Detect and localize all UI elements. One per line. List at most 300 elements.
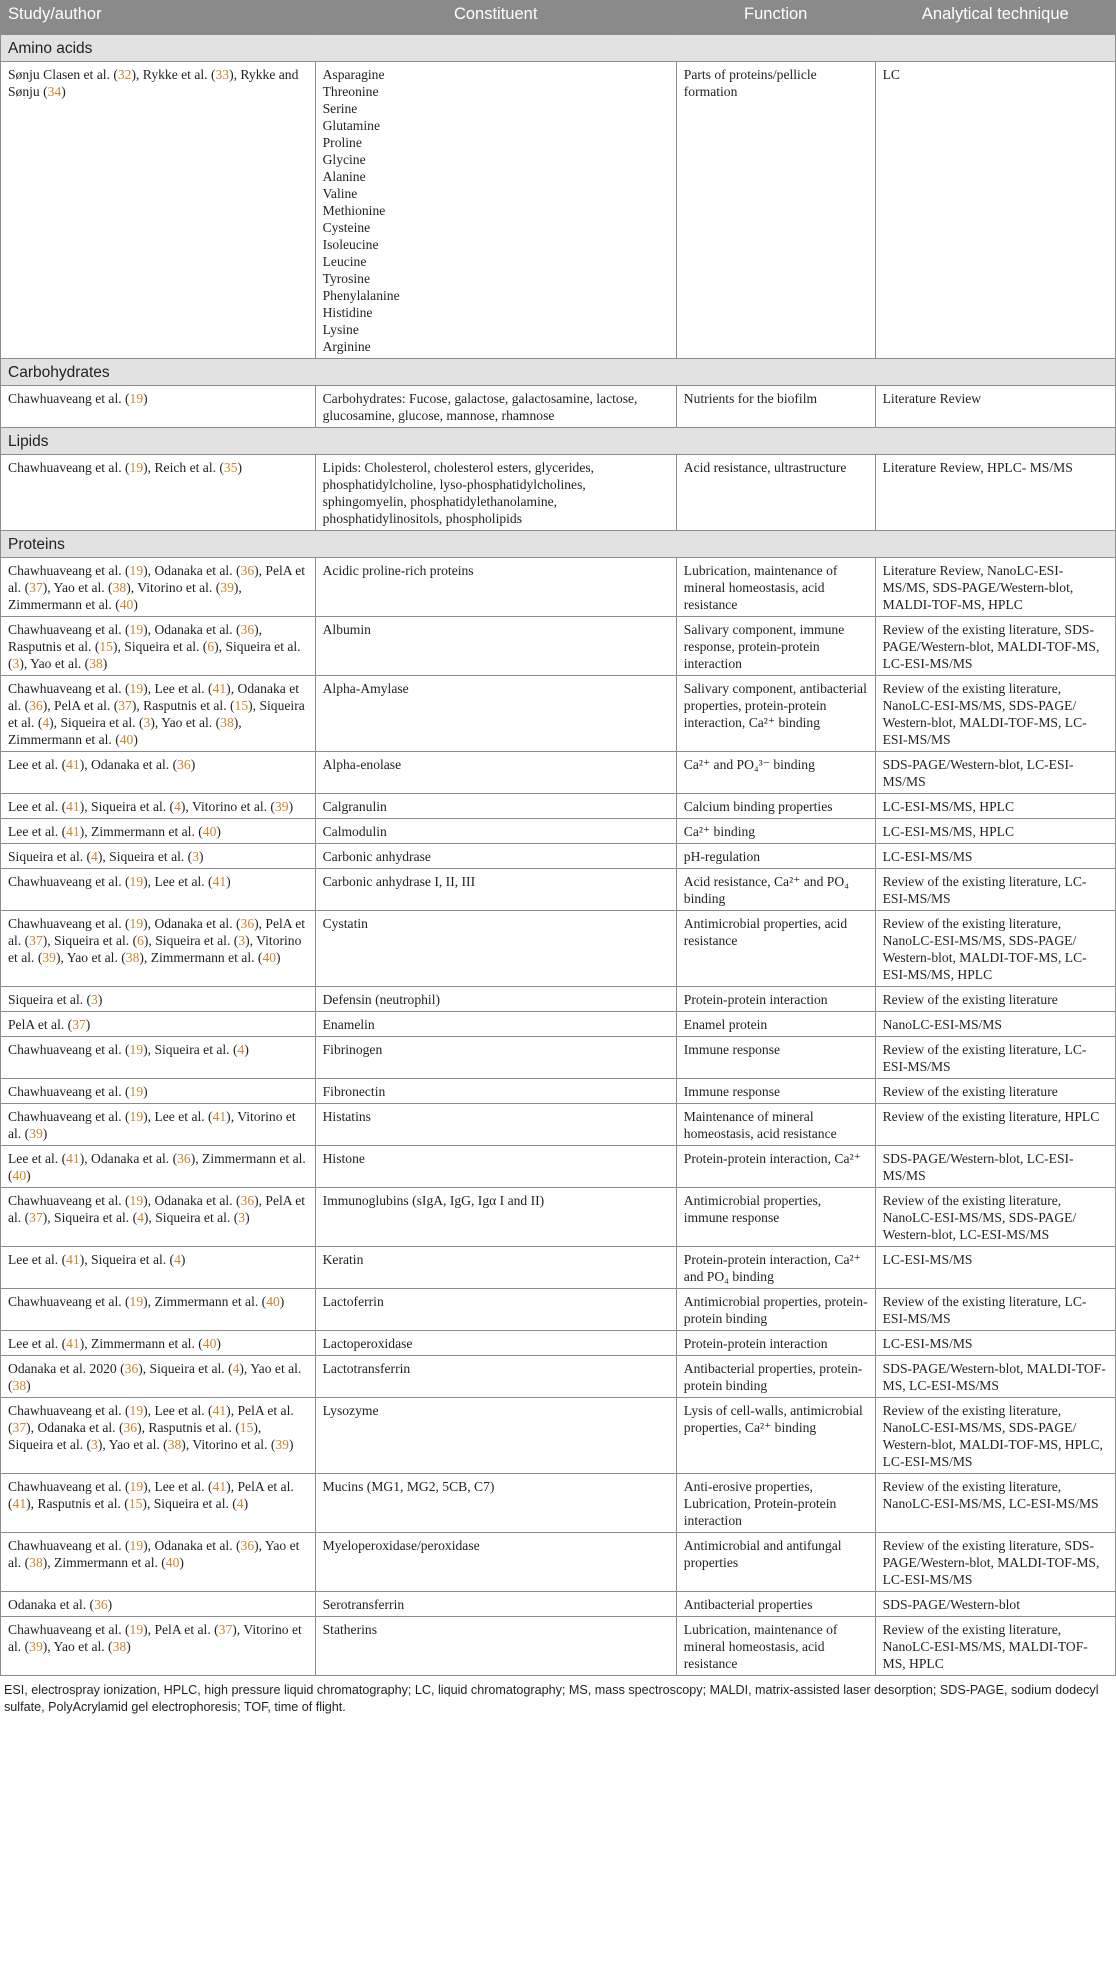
- reference-link[interactable]: 36: [240, 1538, 255, 1553]
- constituent-cell: Calgranulin: [315, 794, 676, 819]
- citation-text: ), Yao et al. (: [150, 715, 221, 730]
- function-cell: Protein-protein interaction, Ca²⁺ and PO₄ binding: [676, 1247, 875, 1289]
- reference-link[interactable]: 39: [274, 799, 289, 814]
- reference-link[interactable]: 40: [165, 1555, 180, 1570]
- citation-text: ), Zimmermann et al. (: [8, 1151, 306, 1183]
- reference-link[interactable]: 40: [266, 1294, 280, 1309]
- reference-link[interactable]: 41: [66, 1336, 80, 1351]
- citation-text: ), Yao et al. (: [8, 1538, 300, 1570]
- reference-link[interactable]: 19: [129, 1403, 144, 1418]
- table-footnote: ESI, electrospray ionization, HPLC, high pressure liquid chromatography; LC, liquid chromatography; MS, mass spectroscopy; MALDI, matrix-assisted laser desorption; SDS-PAGE, sodium dodecyl sulfate, PolyAcrylamid gel electrophoresis; TOF, time of flight.: [4, 1683, 1099, 1714]
- citation-text: ), Lee et al. (: [143, 681, 213, 696]
- citation-text: ): [243, 1496, 249, 1511]
- table-row: [1, 752, 1116, 794]
- reference-link[interactable]: 41: [66, 1151, 80, 1166]
- study-author-cell: [1, 1356, 316, 1398]
- constituent-cell: Carbonic anhydrase: [315, 844, 676, 869]
- table-row: [1, 558, 1116, 617]
- study-author-cell: [1, 987, 316, 1012]
- analytical-technique-cell: Review of the existing literature: [875, 1079, 1115, 1104]
- reference-link[interactable]: 41: [212, 1479, 227, 1494]
- citation-text: Chawhuaveang et al. (: [8, 1042, 130, 1057]
- reference-link[interactable]: 36: [240, 563, 255, 578]
- table-row: [1, 1331, 1116, 1356]
- citation-text: ), Yao et al. (: [42, 1639, 113, 1654]
- reference-link[interactable]: 40: [202, 824, 217, 839]
- citation-text: ): [143, 391, 148, 406]
- citation-text: ), Zimmermann et al. (: [79, 824, 203, 839]
- reference-link[interactable]: 41: [212, 681, 227, 696]
- function-cell: Enamel protein: [676, 1012, 875, 1037]
- citation-text: ), Reich et al. (: [143, 460, 224, 475]
- function-cell: Ca²⁺ and PO₄³⁻ binding: [676, 752, 875, 794]
- citation-text: ): [279, 1294, 285, 1309]
- constituent-cell: Lysozyme: [315, 1398, 676, 1474]
- citation-text: ), PelA et al. (: [143, 1622, 219, 1637]
- citation-text: Chawhuaveang et al. (: [8, 1084, 130, 1099]
- reference-link[interactable]: 6: [137, 933, 144, 948]
- function-cell: Antimicrobial and antifungal properties: [676, 1533, 875, 1592]
- constituent-cell: Lipids: Cholesterol, cholesterol esters, glycerides, phosphatidylcholine, lyso-phosphatidylcholines, sphingomyelin, phosphatidylethanolamine, phosphatidylinositols, phospholipids: [315, 455, 676, 531]
- analytical-technique-cell: Review of the existing literature: [875, 987, 1115, 1012]
- function-cell: Lysis of cell-walls, antimicrobial properties, Ca²⁺ binding: [676, 1398, 875, 1474]
- reference-link[interactable]: 41: [212, 874, 227, 889]
- reference-link[interactable]: 41: [66, 824, 80, 839]
- reference-link[interactable]: 37: [218, 1622, 233, 1637]
- analytical-technique-cell: Review of the existing literature, SDS-PAGE/Western-blot, MALDI-TOF-MS, LC-ESI-MS/MS: [875, 617, 1115, 676]
- reference-link[interactable]: 3: [91, 1437, 98, 1452]
- analytical-technique-cell: Review of the existing literature, NanoLC-ESI-MS/MS, SDS-PAGE/ Western-blot, MALDI-TOF-MS, LC-ESI-MS/MS, HPLC: [875, 911, 1115, 987]
- analytical-technique-cell: LC: [875, 62, 1115, 359]
- citation-text: ), Lee et al. (: [143, 1109, 213, 1124]
- reference-link[interactable]: 36: [177, 1151, 191, 1166]
- citation-text: ), Zimmermann et al. (: [79, 1336, 203, 1351]
- citation-text: Chawhuaveang et al. (: [8, 916, 130, 931]
- analytical-technique-cell: SDS-PAGE/Western-blot, MALDI-TOF-MS, LC-ESI-MS/MS: [875, 1356, 1115, 1398]
- citation-text: ), Zimmermann et al. (: [8, 715, 242, 747]
- citation-text: Chawhuaveang et al. (: [8, 563, 130, 578]
- reference-link[interactable]: 3: [143, 715, 151, 730]
- analytical-technique-cell: Review of the existing literature, SDS-PAGE/Western-blot, MALDI-TOF-MS, LC-ESI-MS/MS: [875, 1533, 1115, 1592]
- reference-link[interactable]: 15: [239, 1420, 254, 1435]
- citation-text: ), Rykke and Sønju (: [8, 67, 299, 99]
- constituent-cell: Lactotransferrin: [315, 1356, 676, 1398]
- citation-text: ): [26, 1378, 31, 1393]
- analytical-technique-cell: Literature Review, NanoLC-ESI-MS/MS, SDS-PAGE/Western-blot, MALDI-TOF-MS, HPLC: [875, 558, 1115, 617]
- header-study-author: Study/author: [1, 1, 316, 35]
- constituent-cell: Mucins (MG1, MG2, 5CB, C7): [315, 1474, 676, 1533]
- citation-text: Chawhuaveang et al. (: [8, 1403, 130, 1418]
- table-row: [1, 794, 1116, 819]
- reference-link[interactable]: 38: [125, 950, 140, 965]
- constituent-cell: Lactoperoxidase: [315, 1331, 676, 1356]
- study-author-cell: [1, 1331, 316, 1356]
- citation-text: ): [237, 460, 243, 475]
- reference-link[interactable]: 36: [124, 1361, 139, 1376]
- table-row: [1, 1592, 1116, 1617]
- citation-text: ), Odanaka et al. (: [79, 1151, 178, 1166]
- reference-link[interactable]: 19: [129, 563, 144, 578]
- citation-text: ), Vitorino et al. (: [181, 1437, 276, 1452]
- constituent-cell: Lactoferrin: [315, 1289, 676, 1331]
- reference-link[interactable]: 35: [223, 460, 238, 475]
- reference-link[interactable]: 4: [91, 849, 98, 864]
- reference-link[interactable]: 39: [275, 1437, 289, 1452]
- table-row: [1, 62, 1116, 359]
- study-author-cell: [1, 911, 316, 987]
- reference-link[interactable]: 19: [129, 1479, 144, 1494]
- citation-text: ), Siqueira et al. (: [143, 1210, 239, 1225]
- reference-link[interactable]: 19: [129, 460, 144, 475]
- study-author-cell: [1, 1617, 316, 1676]
- study-author-cell: [1, 455, 316, 531]
- citation-text: ): [126, 1639, 131, 1654]
- section-title: Amino acids: [1, 35, 1116, 62]
- citation-text: ): [179, 1555, 184, 1570]
- reference-link[interactable]: 4: [42, 715, 50, 730]
- citation-text: ), Siqueira et al. (: [8, 1420, 262, 1452]
- citation-text: ), Odanaka et al. (: [8, 681, 300, 713]
- constituent-cell: Carbohydrates: Fucose, galactose, galactosamine, lactose, glucosamine, glucose, mannose, rhamnose: [315, 386, 676, 428]
- study-author-cell: [1, 676, 316, 752]
- citation-text: ), Vitorino et al. (: [8, 933, 302, 965]
- reference-link[interactable]: 40: [119, 732, 134, 747]
- citation-text: ), Vitorino et al. (: [126, 580, 221, 595]
- citation-text: ), Vitorino et al. (: [180, 799, 275, 814]
- citation-text: ): [97, 992, 103, 1007]
- table-row: [1, 1037, 1116, 1079]
- citation-text: Chawhuaveang et al. (: [8, 391, 130, 406]
- reference-link[interactable]: 41: [12, 1496, 27, 1511]
- function-cell: Salivary component, antibacterial properties, protein-protein interaction, Ca²⁺ binding: [676, 676, 875, 752]
- citation-text: Chawhuaveang et al. (: [8, 1538, 130, 1553]
- function-cell: Acid resistance, ultrastructure: [676, 455, 875, 531]
- citation-text: Lee et al. (: [8, 824, 67, 839]
- reference-link[interactable]: 40: [119, 597, 134, 612]
- reference-link[interactable]: 37: [29, 1210, 43, 1225]
- reference-link[interactable]: 4: [137, 1210, 144, 1225]
- analytical-technique-cell: SDS-PAGE/Western-blot, LC-ESI-MS/MS: [875, 752, 1115, 794]
- reference-link[interactable]: 4: [237, 1042, 245, 1057]
- citation-text: ), Lee et al. (: [143, 1403, 213, 1418]
- study-author-cell: [1, 558, 316, 617]
- reference-link[interactable]: 33: [215, 67, 230, 82]
- citation-text: ): [216, 1336, 221, 1351]
- analytical-technique-cell: Review of the existing literature, NanoLC-ESI-MS/MS, LC-ESI-MS/MS: [875, 1474, 1115, 1533]
- table-row: [1, 676, 1116, 752]
- citation-text: ), Siqueira et al. (: [142, 1496, 237, 1511]
- table-row: [1, 987, 1116, 1012]
- citation-text: ), Zimmermann et al. (: [42, 1555, 166, 1570]
- reference-link[interactable]: 40: [262, 950, 277, 965]
- function-cell: Antimicrobial properties, immune response: [676, 1188, 875, 1247]
- table-row: [1, 869, 1116, 911]
- citation-text: ), Siqueira et al. (: [143, 1042, 238, 1057]
- citation-text: Chawhuaveang et al. (: [8, 681, 130, 696]
- reference-link[interactable]: 4: [174, 799, 181, 814]
- reference-link[interactable]: 19: [129, 681, 144, 696]
- study-author-cell: [1, 1146, 316, 1188]
- table-row: [1, 1289, 1116, 1331]
- function-cell: Lubrication, maintenance of mineral homeostasis, acid resistance: [676, 1617, 875, 1676]
- study-author-cell: [1, 1037, 316, 1079]
- table-row: [1, 1012, 1116, 1037]
- function-cell: Parts of proteins/pellicle formation: [676, 62, 875, 359]
- constituent-cell: Calmodulin: [315, 819, 676, 844]
- function-cell: Maintenance of mineral homeostasis, acid resistance: [676, 1104, 875, 1146]
- citation-text: ), Odanaka et al. (: [26, 1420, 124, 1435]
- citation-text: ): [226, 874, 231, 889]
- function-cell: Acid resistance, Ca²⁺ and PO₄ binding: [676, 869, 875, 911]
- citation-text: ), Yao et al. (: [19, 656, 90, 671]
- citation-text: ): [199, 849, 204, 864]
- function-cell: Lubrication, maintenance of mineral homeostasis, acid resistance: [676, 558, 875, 617]
- reference-link[interactable]: 41: [66, 1252, 80, 1267]
- citation-text: Chawhuaveang et al. (: [8, 1622, 130, 1637]
- citation-text: ), Vitorino et al. (: [8, 1622, 302, 1654]
- analytical-technique-cell: NanoLC-ESI-MS/MS: [875, 1012, 1115, 1037]
- citation-text: ), Yao et al. (: [97, 1437, 168, 1452]
- analytical-technique-cell: LC-ESI-MS/MS, HPLC: [875, 819, 1115, 844]
- citation-text: ), Siqueira et al. (: [79, 799, 175, 814]
- reference-link[interactable]: 41: [66, 757, 80, 772]
- reference-link[interactable]: 15: [99, 639, 113, 654]
- constituent-cell: Immunoglubins (sIgA, IgG, Igα I and II): [315, 1188, 676, 1247]
- citation-text: ), Odanaka et al. (: [79, 757, 178, 772]
- section-row: [1, 428, 1116, 455]
- reference-link[interactable]: 4: [232, 1361, 240, 1376]
- reference-link[interactable]: 37: [29, 933, 43, 948]
- reference-link[interactable]: 38: [29, 1555, 43, 1570]
- reference-link[interactable]: 36: [123, 1420, 138, 1435]
- reference-link[interactable]: 3: [12, 656, 20, 671]
- citation-text: ), Zimmermann et al. (: [139, 950, 263, 965]
- reference-link[interactable]: 39: [220, 580, 234, 595]
- reference-link[interactable]: 40: [12, 1168, 27, 1183]
- reference-link[interactable]: 3: [91, 992, 98, 1007]
- citation-text: ), Siqueira et al. (: [143, 933, 239, 948]
- study-author-cell: [1, 869, 316, 911]
- citation-text: Lee et al. (: [8, 1151, 67, 1166]
- reference-link[interactable]: 19: [129, 391, 144, 406]
- citation-text: ): [85, 1017, 91, 1032]
- reference-link[interactable]: 19: [129, 1084, 144, 1099]
- citation-text: ): [216, 824, 221, 839]
- reference-link[interactable]: 41: [66, 799, 80, 814]
- citation-text: ), Siqueira et al. (: [97, 849, 193, 864]
- table-row: [1, 844, 1116, 869]
- reference-link[interactable]: 38: [220, 715, 234, 730]
- reference-link[interactable]: 37: [12, 1420, 27, 1435]
- citation-text: ), Yao et al. (: [55, 950, 126, 965]
- analytical-technique-cell: Review of the existing literature, LC-ESI-MS/MS: [875, 869, 1115, 911]
- table-row: [1, 617, 1116, 676]
- reference-link[interactable]: 39: [29, 1126, 43, 1141]
- citation-text: ), Odanaka et al. (: [143, 622, 241, 637]
- citation-text: ), PelA et al. (: [8, 1479, 294, 1511]
- citation-text: ), Vitorino et al. (: [8, 1109, 296, 1141]
- citation-text: ), Lee et al. (: [143, 1479, 213, 1494]
- reference-link[interactable]: 36: [94, 1597, 108, 1612]
- citation-text: ): [180, 1252, 186, 1267]
- citation-text: ): [288, 799, 294, 814]
- section-row: [1, 359, 1116, 386]
- reference-link[interactable]: 19: [129, 1538, 144, 1553]
- function-cell: Protein-protein interaction: [676, 987, 875, 1012]
- citation-text: ), PelA et al. (: [8, 1403, 294, 1435]
- table-row: [1, 1617, 1116, 1676]
- function-cell: Nutrients for the biofilm: [676, 386, 875, 428]
- reference-link[interactable]: 39: [29, 1639, 43, 1654]
- reference-link[interactable]: 4: [174, 1252, 181, 1267]
- citation-text: ), Odanaka et al. (: [143, 916, 241, 931]
- citation-text: Siqueira et al. (: [8, 849, 92, 864]
- function-cell: Protein-protein interaction: [676, 1331, 875, 1356]
- reference-link[interactable]: 39: [42, 950, 56, 965]
- citation-text: ), Siqueira et al. (: [8, 698, 305, 730]
- analytical-technique-cell: Review of the existing literature, NanoLC-ESI-MS/MS, SDS-PAGE/ Western-blot, LC-ESI-MS/MS: [875, 1188, 1115, 1247]
- reference-link[interactable]: 36: [240, 916, 255, 931]
- citation-text: Lee et al. (: [8, 1252, 67, 1267]
- citation-text: ), Siqueira et al. (: [42, 933, 138, 948]
- citation-text: ), Yao et al. (: [42, 580, 113, 595]
- citation-text: ): [26, 1168, 31, 1183]
- citation-text: Chawhuaveang et al. (: [8, 1479, 130, 1494]
- function-cell: Ca²⁺ binding: [676, 819, 875, 844]
- citation-text: Lee et al. (: [8, 1336, 67, 1351]
- citation-text: ): [61, 84, 66, 99]
- reference-link[interactable]: 3: [238, 1210, 246, 1225]
- reference-link[interactable]: 34: [47, 84, 62, 99]
- section-row: [1, 531, 1116, 558]
- citation-text: ), Rasputnis et al. (: [137, 1420, 240, 1435]
- citation-text: ), Siqueira et al. (: [79, 1252, 175, 1267]
- citation-text: ), PelA et al. (: [8, 563, 306, 595]
- reference-link[interactable]: 41: [212, 1403, 227, 1418]
- reference-link[interactable]: 19: [129, 1294, 144, 1309]
- reference-link[interactable]: 19: [129, 916, 144, 931]
- reference-link[interactable]: 6: [207, 639, 215, 654]
- reference-link[interactable]: 15: [128, 1496, 143, 1511]
- function-cell: Immune response: [676, 1037, 875, 1079]
- section-title: Carbohydrates: [1, 359, 1116, 386]
- citation-text: ): [133, 732, 138, 747]
- reference-link[interactable]: 40: [202, 1336, 217, 1351]
- citation-text: Odanaka et al. (: [8, 1597, 95, 1612]
- study-author-cell: [1, 62, 316, 359]
- study-author-cell: [1, 1474, 316, 1533]
- citation-text: ): [245, 1210, 250, 1225]
- citation-text: ), Siqueira et al. (: [49, 715, 144, 730]
- constituent-cell: Alpha-enolase: [315, 752, 676, 794]
- reference-link[interactable]: 36: [240, 1193, 255, 1208]
- reference-link[interactable]: 32: [117, 67, 132, 82]
- reference-link[interactable]: 38: [112, 1639, 127, 1654]
- table-row: [1, 1533, 1116, 1592]
- reference-link[interactable]: 38: [112, 580, 127, 595]
- citation-text: Chawhuaveang et al. (: [8, 460, 130, 475]
- table-row: [1, 1146, 1116, 1188]
- reference-link[interactable]: 19: [129, 1109, 144, 1124]
- reference-link[interactable]: 4: [236, 1496, 244, 1511]
- table-row: [1, 911, 1116, 987]
- citation-text: Lee et al. (: [8, 799, 67, 814]
- citation-text: Chawhuaveang et al. (: [8, 622, 130, 637]
- reference-link[interactable]: 3: [238, 933, 246, 948]
- citation-text: ): [133, 597, 138, 612]
- reference-link[interactable]: 19: [129, 1193, 144, 1208]
- reference-link[interactable]: 38: [89, 656, 103, 671]
- reference-link[interactable]: 3: [192, 849, 200, 864]
- function-cell: pH-regulation: [676, 844, 875, 869]
- table-row: [1, 1247, 1116, 1289]
- citation-text: ), Odanaka et al. (: [143, 1538, 241, 1553]
- reference-link[interactable]: 41: [212, 1109, 227, 1124]
- citation-text: ), Yao et al. (: [8, 1361, 302, 1393]
- study-author-cell: [1, 1012, 316, 1037]
- constituent-cell: Keratin: [315, 1247, 676, 1289]
- reference-link[interactable]: 19: [129, 1622, 144, 1637]
- function-cell: Antibacterial properties: [676, 1592, 875, 1617]
- analytical-technique-cell: Literature Review, HPLC- MS/MS: [875, 455, 1115, 531]
- section-title: Proteins: [1, 531, 1116, 558]
- analytical-technique-cell: Literature Review: [875, 386, 1115, 428]
- citation-text: ): [107, 1597, 113, 1612]
- study-author-cell: [1, 1079, 316, 1104]
- function-cell: Antimicrobial properties, protein-protein binding: [676, 1289, 875, 1331]
- citation-text: ), Odanaka et al. (: [143, 563, 241, 578]
- reference-link[interactable]: 36: [240, 622, 255, 637]
- table-row: [1, 1079, 1116, 1104]
- reference-link[interactable]: 37: [118, 698, 132, 713]
- reference-link[interactable]: 37: [29, 580, 43, 595]
- citation-text: Chawhuaveang et al. (: [8, 1294, 130, 1309]
- header-analytical-technique: Analytical technique: [875, 1, 1115, 35]
- reference-link[interactable]: 19: [129, 874, 144, 889]
- function-cell: Immune response: [676, 1079, 875, 1104]
- reference-link[interactable]: 38: [12, 1378, 27, 1393]
- study-author-cell: [1, 617, 316, 676]
- header-function: Function: [676, 1, 875, 35]
- study-author-cell: [1, 1247, 316, 1289]
- study-author-cell: [1, 386, 316, 428]
- analytical-technique-cell: SDS-PAGE/Western-blot: [875, 1592, 1115, 1617]
- citation-text: Siqueira et al. (: [8, 992, 92, 1007]
- table-row: [1, 1188, 1116, 1247]
- table-row: [1, 819, 1116, 844]
- analytical-technique-cell: LC-ESI-MS/MS: [875, 844, 1115, 869]
- section-row: [1, 35, 1116, 62]
- citation-text: ), PelA et al. (: [8, 1193, 306, 1225]
- study-author-cell: [1, 1533, 316, 1592]
- citation-text: ), PelA et al. (: [42, 698, 119, 713]
- citation-text: ), Zimmermann et al. (: [143, 1294, 267, 1309]
- reference-link[interactable]: 36: [29, 698, 43, 713]
- function-cell: Calcium binding properties: [676, 794, 875, 819]
- study-author-cell: [1, 1592, 316, 1617]
- reference-link[interactable]: 38: [167, 1437, 182, 1452]
- reference-link[interactable]: 37: [72, 1017, 86, 1032]
- citation-text: ): [190, 757, 196, 772]
- reference-link[interactable]: 36: [177, 757, 191, 772]
- constituent-cell: Defensin (neutrophil): [315, 987, 676, 1012]
- reference-link[interactable]: 19: [129, 1042, 144, 1057]
- reference-link[interactable]: 19: [129, 622, 144, 637]
- citation-text: Odanaka et al. 2020 (: [8, 1361, 125, 1376]
- reference-link[interactable]: 15: [234, 698, 249, 713]
- function-cell: Antimicrobial properties, acid resistance: [676, 911, 875, 987]
- analytical-technique-cell: Review of the existing literature, LC-ESI-MS/MS: [875, 1289, 1115, 1331]
